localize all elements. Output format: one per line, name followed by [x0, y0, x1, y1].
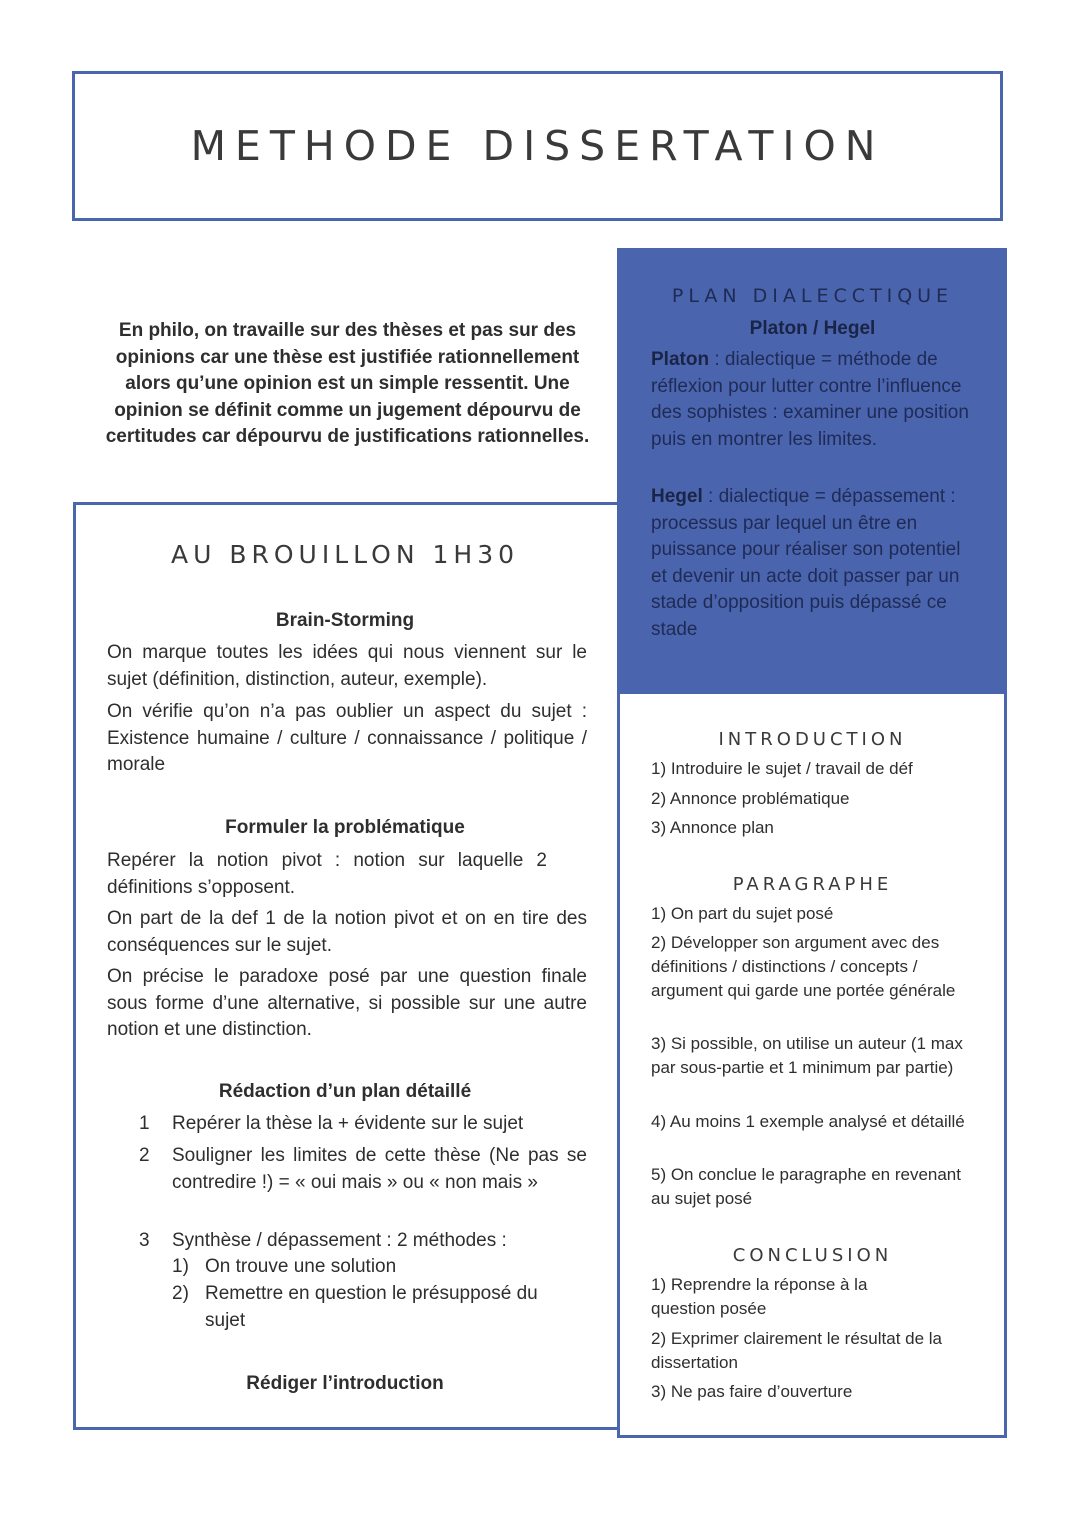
rediger-intro-title: Rédiger l’introduction: [246, 1373, 444, 1394]
dialectique-subtitle: Platon / Hegel: [749, 318, 876, 339]
conclusion-item-3: 3) Ne pas faire d’ouverture: [651, 1382, 853, 1401]
problematique-p2: On part de la def 1 de la notion pivot et on en tire des conséquences sur le sujet.: [107, 908, 587, 956]
paragraphe-item-1: 1) On part du sujet posé: [651, 904, 834, 923]
introduction-item-1: 1) Introduire le sujet / travail de déf: [651, 759, 913, 778]
platon-label: Platon: [651, 349, 710, 370]
plan-item-3: Synthèse / dépassement : 2 méthodes :: [172, 1230, 507, 1251]
plan-subitem-1: On trouve une solution: [205, 1256, 397, 1277]
hegel-text: [651, 484, 981, 643]
introduction-item-2: 2) Annonce problématique: [651, 789, 850, 808]
introduction-heading: INTRODUCTION: [718, 729, 907, 750]
plan-item-2-num: 2: [139, 1145, 150, 1166]
hegel-desc: : dialectique = dépassement : processus par lequel un être en puissance pour réaliser son potentiel et devenir un acte doit passer par un stade d’opposition puis dépassé ce stade: [651, 486, 961, 640]
paragraphe-item-2: 2) Développer son argument avec des définitions / distinctions / concepts / argument qui garde une portée générale: [651, 933, 956, 1000]
plan-title: Rédaction d’un plan détaillé: [218, 1081, 472, 1102]
platon-desc: : dialectique = méthode de réflexion pour lutter contre l’influence des sophistes : examiner une position puis en montrer les limites.: [651, 349, 969, 450]
conclusion-item-2: 2) Exprimer clairement le résultat de la dissertation: [651, 1329, 943, 1372]
brainstorm-title: Brain-Storming: [275, 610, 415, 631]
problematique-p3: On précise le paradoxe posé par une question finale sous forme d’une alternative, si possible sur une autre notion et une distinction.: [107, 966, 587, 1040]
paragraphe-item-4: 4) Au moins 1 exemple analysé et détaillé: [651, 1112, 965, 1131]
paragraphe-item-5: 5) On conclue le paragraphe en revenant au sujet posé: [651, 1165, 961, 1208]
brainstorm-p1: On marque toutes les idées qui nous viennent sur le sujet (définition, distinction, auteur, exemple).: [107, 642, 587, 690]
conclusion-item-1: 1) Reprendre la réponse à la question posée: [651, 1275, 868, 1318]
intro-text: En philo, on travaille sur des thèses et pas sur des opinions car une thèse est justifiée rationnellement alors qu’une opinion est un simple ressentit. Une opinion se définit comme un jugement dépourvu de certitudes car dépourvu de justifications rationnelles.: [105, 320, 590, 447]
platon-text: [651, 347, 981, 453]
problematique-p1: Repérer la notion pivot : notion sur laquelle 2 définitions s’opposent.: [107, 850, 547, 898]
plan-subitem-1-num: 1): [172, 1256, 189, 1277]
conclusion-heading: CONCLUSION: [732, 1245, 893, 1266]
plan-item-3-num: 3: [139, 1230, 150, 1251]
page-title: METHODE DISSERTATION: [190, 122, 885, 170]
brouillon-heading: AU BROUILLON 1H30: [170, 540, 520, 569]
plan-item-1-num: 1: [139, 1113, 150, 1134]
paragraphe-item-3: 3) Si possible, on utilise un auteur (1 max par sous-partie et 1 minimum par partie): [651, 1034, 963, 1077]
hegel-label: Hegel: [651, 486, 703, 507]
paragraphe-heading: PARAGRAPHE: [732, 874, 893, 895]
plan-item-2: Souligner les limites de cette thèse (Ne pas se contredire !) = « oui mais » ou « non mais »: [172, 1145, 587, 1193]
title-box: [72, 71, 1003, 221]
dialectique-heading: PLAN DIALECCTIQUE: [671, 285, 954, 307]
brainstorm-p2: On vérifie qu’on n’a pas oublier un aspect du sujet : Existence humaine / culture / connaissance / politique / morale: [107, 701, 587, 775]
plan-subitem-2: Remettre en question le présupposé du sujet: [205, 1283, 538, 1331]
problematique-title: Formuler la problématique: [225, 817, 465, 838]
plan-item-1: Repérer la thèse la + évidente sur le sujet: [172, 1113, 524, 1134]
introduction-item-3: 3) Annonce plan: [651, 818, 774, 837]
plan-subitem-2-num: 2): [172, 1283, 189, 1304]
